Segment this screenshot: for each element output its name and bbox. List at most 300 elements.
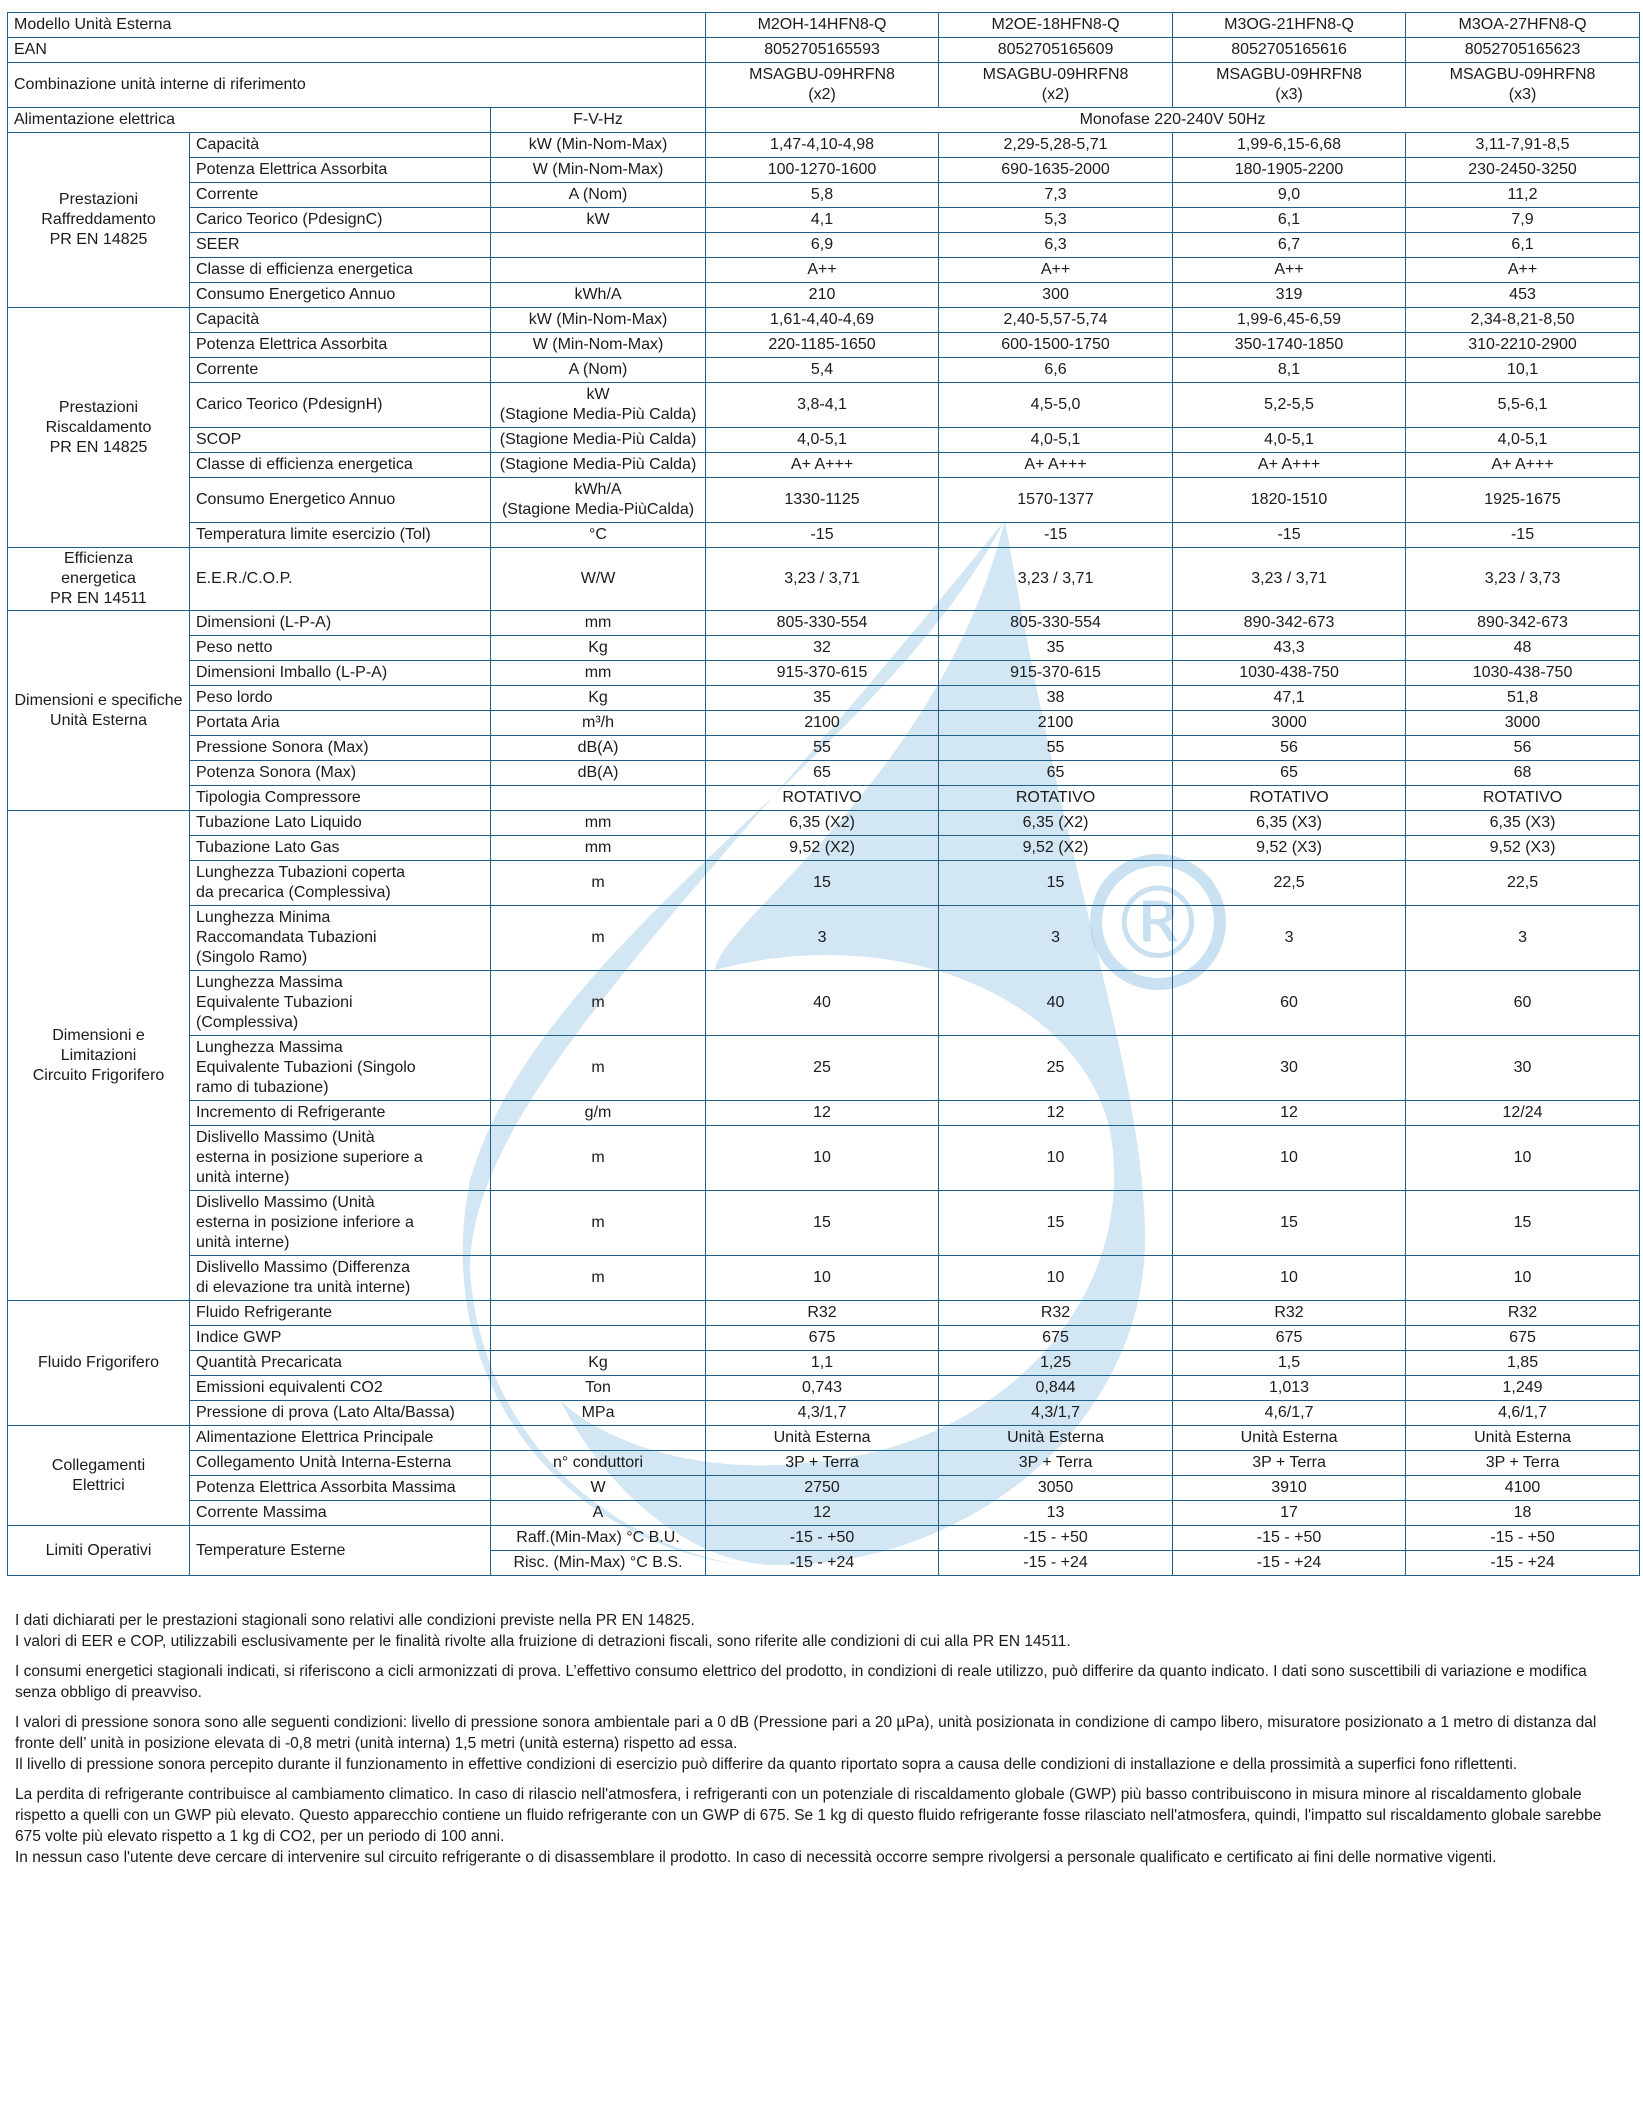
row-unit: (Stagione Media-Più Calda) — [491, 428, 706, 453]
row-value: 5,4 — [706, 358, 939, 383]
row-value: A++ — [939, 258, 1173, 283]
row-value: 3 — [1406, 906, 1640, 971]
row-unit: W (Min-Nom-Max) — [491, 333, 706, 358]
row-unit: m — [491, 861, 706, 906]
row-unit: m — [491, 1036, 706, 1101]
row-value: 675 — [1406, 1326, 1640, 1351]
row-value: MSAGBU-09HRFN8 (x3) — [1406, 63, 1640, 108]
row-value: 11,2 — [1406, 183, 1640, 208]
row-value: 60 — [1173, 971, 1406, 1036]
row-value: 25 — [706, 1036, 939, 1101]
table-row — [8, 108, 1640, 133]
row-value: 3000 — [1173, 711, 1406, 736]
table-row — [8, 233, 1640, 258]
row-value: 1925-1675 — [1406, 478, 1640, 523]
row-value: 22,5 — [1173, 861, 1406, 906]
row-value: 805-330-554 — [939, 611, 1173, 636]
table-row — [8, 548, 1640, 611]
row-value: Unità Esterna — [1406, 1426, 1640, 1451]
table-row — [8, 428, 1640, 453]
row-value: 180-1905-2200 — [1173, 158, 1406, 183]
row-value: 1330-1125 — [706, 478, 939, 523]
row-value: 915-370-615 — [706, 661, 939, 686]
row-unit: W — [491, 1476, 706, 1501]
row-unit — [491, 786, 706, 811]
row-value: 3 — [939, 906, 1173, 971]
row-value: 1,5 — [1173, 1351, 1406, 1376]
row-value: 8052705165616 — [1173, 38, 1406, 63]
row-value: M3OG-21HFN8-Q — [1173, 13, 1406, 38]
row-unit: F-V-Hz — [491, 108, 706, 133]
row-value: 4,1 — [706, 208, 939, 233]
row-label: Peso lordo — [190, 686, 491, 711]
footnote-paragraph — [15, 1661, 1620, 1703]
table-row — [8, 1126, 1640, 1191]
row-value: 56 — [1173, 736, 1406, 761]
row-value: 2,29-5,28-5,71 — [939, 133, 1173, 158]
row-value: 30 — [1173, 1036, 1406, 1101]
row-value: -15 — [939, 523, 1173, 548]
row-value: 30 — [1406, 1036, 1640, 1101]
row-value: 2,40-5,57-5,74 — [939, 308, 1173, 333]
row-value: 675 — [706, 1326, 939, 1351]
row-value: 10 — [939, 1256, 1173, 1301]
row-value: A++ — [1406, 258, 1640, 283]
row-value: -15 - +24 — [939, 1551, 1173, 1576]
row-value: 12 — [706, 1501, 939, 1526]
table-row — [8, 208, 1640, 233]
row-label: Potenza Sonora (Max) — [190, 761, 491, 786]
row-value: 2100 — [939, 711, 1173, 736]
row-value: 10 — [1406, 1126, 1640, 1191]
row-value: -15 - +50 — [706, 1526, 939, 1551]
row-label: Lunghezza Massima Equivalente Tubazioni (Singolo ramo di tubazione) — [190, 1036, 491, 1101]
row-label: Capacità — [190, 308, 491, 333]
row-value: 319 — [1173, 283, 1406, 308]
table-row — [8, 283, 1640, 308]
table-row — [8, 1401, 1640, 1426]
row-value: 9,52 (X3) — [1173, 836, 1406, 861]
table-row — [8, 308, 1640, 333]
row-label: Alimentazione elettrica — [8, 108, 491, 133]
row-value: 890-342-673 — [1173, 611, 1406, 636]
row-value: Unità Esterna — [706, 1426, 939, 1451]
row-value: 55 — [939, 736, 1173, 761]
row-label: Lunghezza Tubazioni coperta da precarica (Complessiva) — [190, 861, 491, 906]
group-label: Dimensioni e Limitazioni Circuito Frigorifero — [8, 811, 190, 1301]
row-value: 10 — [706, 1126, 939, 1191]
row-value: 4,5-5,0 — [939, 383, 1173, 428]
row-value: 3P + Terra — [939, 1451, 1173, 1476]
row-label: Consumo Energetico Annuo — [190, 478, 491, 523]
row-value: 690-1635-2000 — [939, 158, 1173, 183]
row-value: 3000 — [1406, 711, 1640, 736]
row-value: 15 — [1406, 1191, 1640, 1256]
row-value: 1,013 — [1173, 1376, 1406, 1401]
row-unit: n° conduttori — [491, 1451, 706, 1476]
row-value: 8052705165609 — [939, 38, 1173, 63]
row-value: 600-1500-1750 — [939, 333, 1173, 358]
footnote-line: In nessun caso l'utente deve cercare di intervenire sul circuito refrigerante o di disassemblare il prodotto. In caso di necessità occorre sempre rivolgersi a personale qualificato e certificato ai fini delle normative vigenti. — [15, 1849, 1497, 1866]
registered-symbol: ® — [1108, 865, 1208, 982]
row-value: 3050 — [939, 1476, 1173, 1501]
row-unit: m — [491, 1191, 706, 1256]
row-value: 6,1 — [1173, 208, 1406, 233]
row-label: Indice GWP — [190, 1326, 491, 1351]
row-value: 4,3/1,7 — [706, 1401, 939, 1426]
row-value: 12 — [939, 1101, 1173, 1126]
row-value: 1,61-4,40-4,69 — [706, 308, 939, 333]
row-value: 3,23 / 3,71 — [1173, 548, 1406, 611]
row-value: 9,52 (X3) — [1406, 836, 1640, 861]
row-value: 1,99-6,15-6,68 — [1173, 133, 1406, 158]
row-label: Corrente — [190, 358, 491, 383]
table-row — [8, 1036, 1640, 1101]
table-row — [8, 133, 1640, 158]
row-unit: mm — [491, 811, 706, 836]
row-value: 12 — [1173, 1101, 1406, 1126]
row-label: Lunghezza Minima Raccomandata Tubazioni (Singolo Ramo) — [190, 906, 491, 971]
row-value: ROTATIVO — [1173, 786, 1406, 811]
row-label: Combinazione unità interne di riferimento — [8, 63, 706, 108]
row-value: A+ A+++ — [939, 453, 1173, 478]
group-label: Prestazioni Riscaldamento PR EN 14825 — [8, 308, 190, 548]
row-value: 38 — [939, 686, 1173, 711]
row-value: 915-370-615 — [939, 661, 1173, 686]
spec-table — [7, 12, 1640, 1576]
table-row — [8, 1326, 1640, 1351]
row-unit: Raff.(Min-Max) °C B.U. — [491, 1526, 706, 1551]
row-value: 4,0-5,1 — [939, 428, 1173, 453]
footnote-line: Il livello di pressione sonora percepito durante il funzionamento in effettive condizioni di esercizio può differire da quanto riportato sopra a causa delle condizioni di installazione e della prossimità a superfici fono riflettenti. — [15, 1756, 1518, 1773]
table-row — [8, 38, 1640, 63]
row-value: -15 - +24 — [1406, 1551, 1640, 1576]
table-row — [8, 1301, 1640, 1326]
row-label: SEER — [190, 233, 491, 258]
row-value: 15 — [939, 861, 1173, 906]
row-label: Dislivello Massimo (Differenza di elevazione tra unità interne) — [190, 1256, 491, 1301]
row-value: 8052705165623 — [1406, 38, 1640, 63]
row-label: Dimensioni Imballo (L-P-A) — [190, 661, 491, 686]
table-row — [8, 811, 1640, 836]
row-value: M2OE-18HFN8-Q — [939, 13, 1173, 38]
row-label: Classe di efficienza energetica — [190, 258, 491, 283]
row-value-merged: Monofase 220-240V 50Hz — [706, 108, 1640, 133]
row-value: 10,1 — [1406, 358, 1640, 383]
row-value: R32 — [1406, 1301, 1640, 1326]
row-value: R32 — [939, 1301, 1173, 1326]
row-value: 13 — [939, 1501, 1173, 1526]
row-value: 230-2450-3250 — [1406, 158, 1640, 183]
footnote-line: I consumi energetici stagionali indicati, si riferiscono a cicli armonizzati di prova. L’effettivo consumo elettrico del prodotto, in condizioni di reale utilizzo, può differire da quanto indicato. I dati sono suscettibili di variazione e modifica senza obbligo di preavviso. — [15, 1663, 1587, 1701]
row-unit: kWh/A (Stagione Media-PiùCalda) — [491, 478, 706, 523]
row-unit: kW — [491, 208, 706, 233]
table-row — [8, 1191, 1640, 1256]
table-row — [8, 686, 1640, 711]
row-value: MSAGBU-09HRFN8 (x2) — [706, 63, 939, 108]
row-unit: Kg — [491, 686, 706, 711]
row-label: Lunghezza Massima Equivalente Tubazioni (Complessiva) — [190, 971, 491, 1036]
row-value: A+ A+++ — [1173, 453, 1406, 478]
group-label: Dimensioni e specifiche Unità Esterna — [8, 611, 190, 811]
row-value: 350-1740-1850 — [1173, 333, 1406, 358]
row-value: 3P + Terra — [706, 1451, 939, 1476]
table-row — [8, 258, 1640, 283]
row-label: Corrente — [190, 183, 491, 208]
row-label: Potenza Elettrica Assorbita Massima — [190, 1476, 491, 1501]
row-value: 3910 — [1173, 1476, 1406, 1501]
row-value: 0,743 — [706, 1376, 939, 1401]
row-value: -15 - +50 — [939, 1526, 1173, 1551]
row-value: 10 — [1173, 1126, 1406, 1191]
row-unit: W (Min-Nom-Max) — [491, 158, 706, 183]
row-value: 15 — [706, 861, 939, 906]
row-label: Consumo Energetico Annuo — [190, 283, 491, 308]
row-unit: Kg — [491, 1351, 706, 1376]
row-value: Unità Esterna — [1173, 1426, 1406, 1451]
row-value: 3 — [1173, 906, 1406, 971]
row-value: 32 — [706, 636, 939, 661]
row-unit — [491, 1301, 706, 1326]
footnote-paragraph — [15, 1712, 1620, 1775]
row-value: 12 — [706, 1101, 939, 1126]
row-label: Tubazione Lato Liquido — [190, 811, 491, 836]
group-label: Limiti Operativi — [8, 1526, 190, 1576]
table-row — [8, 611, 1640, 636]
row-value: 0,844 — [939, 1376, 1173, 1401]
row-value: 15 — [1173, 1191, 1406, 1256]
table-row — [8, 971, 1640, 1036]
row-value: MSAGBU-09HRFN8 (x3) — [1173, 63, 1406, 108]
table-row — [8, 736, 1640, 761]
row-label: SCOP — [190, 428, 491, 453]
table-row — [8, 358, 1640, 383]
row-label: Dislivello Massimo (Unità esterna in posizione superiore a unità interne) — [190, 1126, 491, 1191]
row-value: 890-342-673 — [1406, 611, 1640, 636]
row-value: Unità Esterna — [939, 1426, 1173, 1451]
row-value: 60 — [1406, 971, 1640, 1036]
row-value: 4,0-5,1 — [1173, 428, 1406, 453]
row-value: -15 — [706, 523, 939, 548]
row-value: 65 — [706, 761, 939, 786]
row-value: 2750 — [706, 1476, 939, 1501]
row-unit: m — [491, 1256, 706, 1301]
table-row — [8, 761, 1640, 786]
row-label: Potenza Elettrica Assorbita — [190, 333, 491, 358]
row-value: A++ — [1173, 258, 1406, 283]
footnote-line: I valori di EER e COP, utilizzabili esclusivamente per le finalità rivolte alla fruizione di detrazioni fiscali, sono riferite alle condizioni di cui alla PR EN 14511. — [15, 1633, 1071, 1650]
row-label: Portata Aria — [190, 711, 491, 736]
row-unit: A (Nom) — [491, 183, 706, 208]
table-row — [8, 478, 1640, 523]
row-value: 3,23 / 3,73 — [1406, 548, 1640, 611]
footnote-line: I valori di pressione sonora sono alle seguenti condizioni: livello di pressione sonora ambientale pari a 0 dB (Pressione pari a 20 µPa), unità posizionata in condizione di campo libero, misuratore posizionato a 1 metro di distanza dal fronte dell’ unità in posizione elevata di -0,8 metri (unità interna) 1,5 metri (unità esterna) rispetto ad essa. — [15, 1714, 1597, 1752]
table-row — [8, 383, 1640, 428]
row-value: -15 - +24 — [1173, 1551, 1406, 1576]
row-label: E.E.R./C.O.P. — [190, 548, 491, 611]
row-value: M2OH-14HFN8-Q — [706, 13, 939, 38]
row-value: 2100 — [706, 711, 939, 736]
row-value: 220-1185-1650 — [706, 333, 939, 358]
group-label: Efficienza energetica PR EN 14511 — [8, 548, 190, 611]
row-unit: kW (Min-Nom-Max) — [491, 133, 706, 158]
row-value: 453 — [1406, 283, 1640, 308]
footnotes — [15, 1610, 1620, 1877]
footnote-line: La perdita di refrigerante contribuisce al cambiamento climatico. In caso di rilascio nell'atmosfera, i refrigeranti con un potenziale di riscaldamento globale (GWP) più basso contribuiscono in misura minore al riscaldamento globale rispetto a quelli con un GWP più elevato. Questo apparecchio contiene un fluido refrigerante con un GWP di 675. Se 1 kg di questo fluido refrigerante fosse rilasciato nell'atmosfera, quindi, l'impatto sul riscaldamento globale sarebbe 675 volte più elevato rispetto a 1 kg di CO2, per un periodo di 100 anni. — [15, 1786, 1602, 1845]
table-row — [8, 1476, 1640, 1501]
row-value: 3,8-4,1 — [706, 383, 939, 428]
group-label: Prestazioni Raffreddamento PR EN 14825 — [8, 133, 190, 308]
row-value: 9,52 (X2) — [706, 836, 939, 861]
row-value: 3,23 / 3,71 — [939, 548, 1173, 611]
table-row — [8, 13, 1640, 38]
row-label: Emissioni equivalenti CO2 — [190, 1376, 491, 1401]
row-value: 5,8 — [706, 183, 939, 208]
row-value: 1820-1510 — [1173, 478, 1406, 523]
row-value: 40 — [939, 971, 1173, 1036]
row-label: Capacità — [190, 133, 491, 158]
row-value: 4,6/1,7 — [1406, 1401, 1640, 1426]
row-unit: m — [491, 971, 706, 1036]
row-value: 10 — [706, 1256, 939, 1301]
row-value: 2,34-8,21-8,50 — [1406, 308, 1640, 333]
row-unit: mm — [491, 661, 706, 686]
row-value: 18 — [1406, 1501, 1640, 1526]
row-value: MSAGBU-09HRFN8 (x2) — [939, 63, 1173, 108]
row-value: 6,35 (X3) — [1173, 811, 1406, 836]
row-label: Quantità Precaricata — [190, 1351, 491, 1376]
row-label: EAN — [8, 38, 706, 63]
row-value: 17 — [1173, 1501, 1406, 1526]
row-label: Dislivello Massimo (Unità esterna in posizione inferiore a unità interne) — [190, 1191, 491, 1256]
row-value: -15 - +50 — [1406, 1526, 1640, 1551]
row-value: 10 — [939, 1126, 1173, 1191]
row-value: ROTATIVO — [1406, 786, 1640, 811]
table-row — [8, 1501, 1640, 1526]
row-label: Carico Teorico (PdesignH) — [190, 383, 491, 428]
table-row — [8, 786, 1640, 811]
row-value: 51,8 — [1406, 686, 1640, 711]
row-value: 1,25 — [939, 1351, 1173, 1376]
row-value: 35 — [706, 686, 939, 711]
row-value: ROTATIVO — [706, 786, 939, 811]
row-value: 675 — [1173, 1326, 1406, 1351]
row-unit — [491, 1326, 706, 1351]
row-value: 6,6 — [939, 358, 1173, 383]
row-unit — [491, 258, 706, 283]
row-value: 675 — [939, 1326, 1173, 1351]
row-value: ROTATIVO — [939, 786, 1173, 811]
row-value: 4,0-5,1 — [706, 428, 939, 453]
row-label: Tubazione Lato Gas — [190, 836, 491, 861]
table-row — [8, 523, 1640, 548]
row-value: 1030-438-750 — [1406, 661, 1640, 686]
row-value: -15 — [1406, 523, 1640, 548]
row-value: 25 — [939, 1036, 1173, 1101]
footnote-paragraph — [15, 1610, 1620, 1652]
row-unit: MPa — [491, 1401, 706, 1426]
row-value: 15 — [706, 1191, 939, 1256]
row-label: Peso netto — [190, 636, 491, 661]
row-value: -15 - +50 — [1173, 1526, 1406, 1551]
table-row — [8, 1526, 1640, 1551]
row-label: Alimentazione Elettrica Principale — [190, 1426, 491, 1451]
row-value: 4,3/1,7 — [939, 1401, 1173, 1426]
row-value: 1570-1377 — [939, 478, 1173, 523]
row-label: Corrente Massima — [190, 1501, 491, 1526]
row-value: 9,0 — [1173, 183, 1406, 208]
row-label: Carico Teorico (PdesignC) — [190, 208, 491, 233]
row-unit: mm — [491, 836, 706, 861]
table-row — [8, 661, 1640, 686]
row-unit: m — [491, 906, 706, 971]
row-value: 6,9 — [706, 233, 939, 258]
row-label: Pressione di prova (Lato Alta/Bassa) — [190, 1401, 491, 1426]
row-value: 47,1 — [1173, 686, 1406, 711]
row-unit: dB(A) — [491, 761, 706, 786]
spec-table-body — [8, 13, 1640, 1576]
row-value: 300 — [939, 283, 1173, 308]
row-value: 1,99-6,45-6,59 — [1173, 308, 1406, 333]
row-value: 6,35 (X2) — [706, 811, 939, 836]
row-value: 4,0-5,1 — [1406, 428, 1640, 453]
group-label: Collegamenti Elettrici — [8, 1426, 190, 1526]
row-value: 210 — [706, 283, 939, 308]
row-value: 10 — [1406, 1256, 1640, 1301]
row-value: 5,5-6,1 — [1406, 383, 1640, 428]
row-value: 55 — [706, 736, 939, 761]
row-label: Potenza Elettrica Assorbita — [190, 158, 491, 183]
row-value: 7,9 — [1406, 208, 1640, 233]
row-unit: g/m — [491, 1101, 706, 1126]
row-value: 6,7 — [1173, 233, 1406, 258]
row-label: Temperature Esterne — [190, 1526, 491, 1576]
table-row — [8, 453, 1640, 478]
row-label: Modello Unità Esterna — [8, 13, 706, 38]
row-value: 100-1270-1600 — [706, 158, 939, 183]
table-row — [8, 63, 1640, 108]
row-unit: Risc. (Min-Max) °C B.S. — [491, 1551, 706, 1576]
footnote-paragraph — [15, 1784, 1620, 1868]
table-row — [8, 1451, 1640, 1476]
table-row — [8, 861, 1640, 906]
row-value: 8,1 — [1173, 358, 1406, 383]
table-row — [8, 1426, 1640, 1451]
row-value: 4100 — [1406, 1476, 1640, 1501]
table-row — [8, 906, 1640, 971]
row-value: -15 — [1173, 523, 1406, 548]
table-row — [8, 836, 1640, 861]
table-row — [8, 1256, 1640, 1301]
row-value: 15 — [939, 1191, 1173, 1256]
row-label: Incremento di Refrigerante — [190, 1101, 491, 1126]
row-value: R32 — [706, 1301, 939, 1326]
row-value: 6,3 — [939, 233, 1173, 258]
row-unit: kW (Stagione Media-Più Calda) — [491, 383, 706, 428]
table-row — [8, 636, 1640, 661]
row-value: 65 — [939, 761, 1173, 786]
row-unit: W/W — [491, 548, 706, 611]
row-value: 4,6/1,7 — [1173, 1401, 1406, 1426]
table-row — [8, 183, 1640, 208]
row-value: 12/24 — [1406, 1101, 1640, 1126]
row-unit: A — [491, 1501, 706, 1526]
row-value: 1,249 — [1406, 1376, 1640, 1401]
row-unit — [491, 1426, 706, 1451]
row-value: 3P + Terra — [1173, 1451, 1406, 1476]
row-value: 56 — [1406, 736, 1640, 761]
row-value: 1030-438-750 — [1173, 661, 1406, 686]
